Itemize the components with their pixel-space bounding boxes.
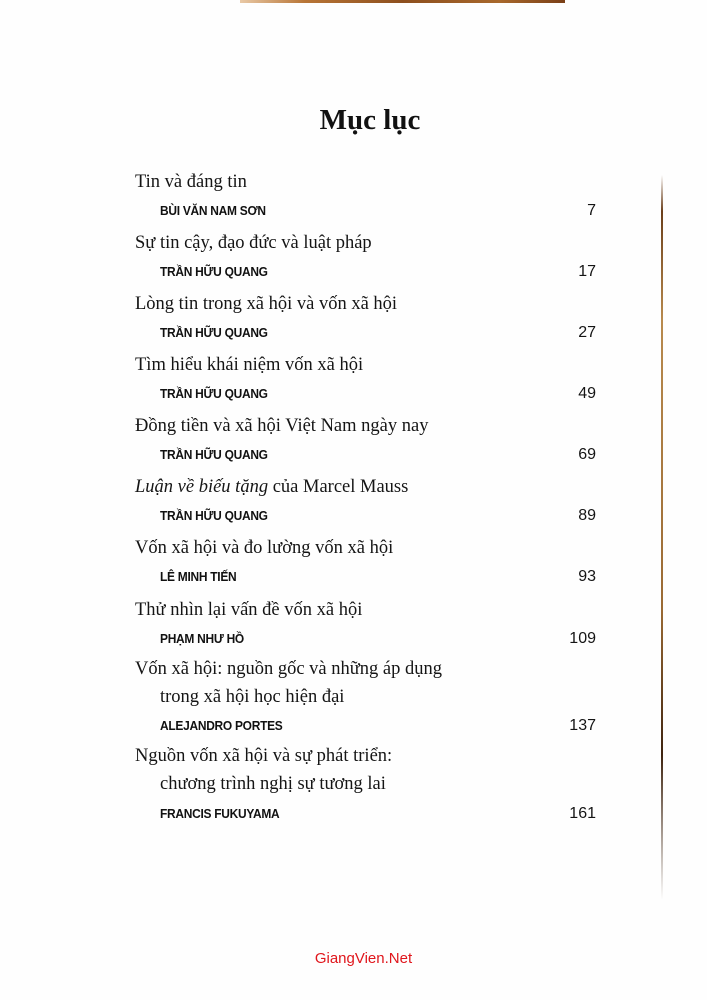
entry-page-number: 137 <box>569 717 596 734</box>
page-title: Mục lục <box>319 104 421 136</box>
entry-page-number: 109 <box>569 630 596 647</box>
entry-page-number: 161 <box>569 805 596 822</box>
entry-author: TRẦN HỮU QUANG <box>160 386 268 401</box>
entry-title-rest: của Marcel Mauss <box>268 477 409 497</box>
entry-author: TRẦN HỮU QUANG <box>160 508 268 523</box>
entry-title <box>135 477 408 498</box>
entry-page-number: 27 <box>578 324 596 341</box>
entry-page-number: 7 <box>587 202 596 219</box>
entry-author: LÊ MINH TIẾN <box>160 569 237 584</box>
entry-author: BÙI VĂN NAM SƠN <box>160 203 266 218</box>
entry-title: Vốn xã hội: nguồn gốc và những áp dụng <box>135 659 443 679</box>
entry-author: TRẦN HỮU QUANG <box>160 325 268 340</box>
entry-author: TRẦN HỮU QUANG <box>160 264 268 279</box>
entry-title: Sự tin cậy, đạo đức và luật pháp <box>135 233 372 253</box>
entry-title: Tin và đáng tin <box>135 172 247 192</box>
entry-page-number: 89 <box>578 507 596 524</box>
entry-title: Tìm hiểu khái niệm vốn xã hội <box>135 355 364 375</box>
watermark: GiangVien.Net <box>314 950 413 967</box>
entry-page-number: 49 <box>578 385 596 402</box>
entry-title-continuation: chương trình nghị sự tương lai <box>160 774 386 794</box>
entry-title-continuation: trong xã hội học hiện đại <box>160 687 345 707</box>
entry-author: TRẦN HỮU QUANG <box>160 447 268 462</box>
entry-title: Đồng tiền và xã hội Việt Nam ngày nay <box>135 416 429 436</box>
entry-title: Vốn xã hội và đo lường vốn xã hội <box>135 538 394 558</box>
entry-author: PHẠM NHƯ HỒ <box>160 631 244 646</box>
entry-page-number: 69 <box>578 446 596 463</box>
entry-title: Nguồn vốn xã hội và sự phát triển: <box>135 746 393 766</box>
entry-title: Thử nhìn lại vấn đề vốn xã hội <box>135 600 363 620</box>
book-page-edge <box>661 175 663 900</box>
entry-title-italic: Luận về biếu tặng <box>135 477 269 497</box>
entry-author: ALEJANDRO PORTES <box>160 718 283 733</box>
entry-page-number: 93 <box>578 568 596 585</box>
book-top-edge <box>240 0 565 3</box>
entry-title: Lòng tin trong xã hội và vốn xã hội <box>135 294 398 314</box>
entry-author: FRANCIS FUKUYAMA <box>160 806 280 821</box>
entry-page-number: 17 <box>578 263 596 280</box>
